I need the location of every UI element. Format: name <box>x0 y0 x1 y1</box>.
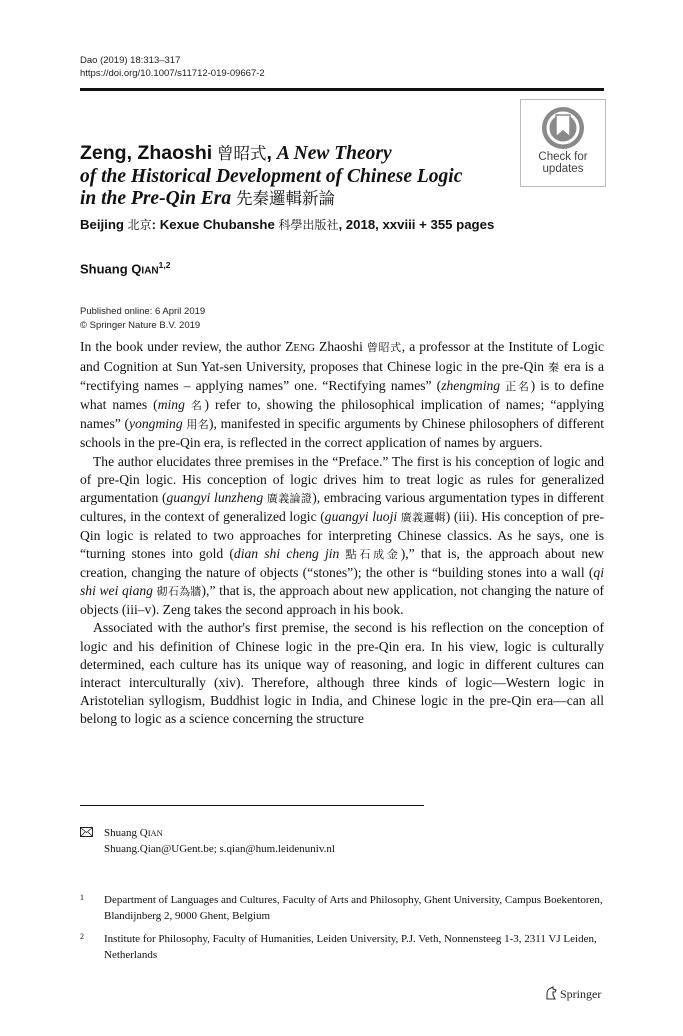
paragraph-3: Associated with the author's first premise, the second is his reflection on the conception of logic and his definition of Chinese logic in the pre-Qin era. In his view, logic is culturally determined, each culture has its unique way of reasoning, and logic in different cultures can interact interculturally (xiv). Therefore, although three kinds of logic—Western logic in Aristotelian syllogism, Buddhist logic in India, and Chinese logic in the pre-Qin era—can all belong to logic as a science concerning the structure <box>80 620 604 726</box>
header-rule <box>80 88 604 91</box>
footnote-rule <box>80 805 424 806</box>
envelope-icon <box>80 827 93 837</box>
pub-publisher: Kexue Chubanshe <box>159 217 275 232</box>
review-title: Zeng, Zhaoshi 曾昭式, A New Theory of the Historical Development of Chinese Logic in the Pre-Qin Era 先秦邏輯新論 <box>80 142 463 209</box>
contact-emails[interactable]: Shuang.Qian@UGent.be; s.qian@hum.leidenuniv.nl <box>104 843 335 855</box>
pub-details: , 2018, xxviii + 355 pages <box>338 217 495 232</box>
pub-publisher-cjk: 科學出版社 <box>278 218 339 232</box>
journal-doi-link[interactable]: https://doi.org/10.1007/s11712-019-09667-2 <box>80 68 265 79</box>
journal-citation: Dao (2019) 18:313–317 <box>80 55 181 66</box>
paragraph-1: In the book under review, the author ZENG Zhaoshi 曾昭式, a professor at the Institute of Logic and Cognition at Sun Yat-sen University, proposes that Chinese logic in the pre-Qin 秦 era is a “rectifying names – applying names” one. “Rectifying names” (zhengming 正名) is to define what names (ming 名) refer to, showing the philosophical implication of names; “applying names” (yongming 用名), manifested in specific arguments by Chinese philosophers of different schools in the pre-Qin era, is reflected in the correct application of names by arguers. <box>80 339 605 451</box>
book-author: Zeng, Zhaoshi <box>80 142 213 164</box>
copyright-notice: © Springer Nature B.V. 2019 <box>80 319 201 331</box>
book-title-line1: A New Theory <box>276 143 392 164</box>
book-title-cjk: 先秦邏輯新論 <box>236 189 336 208</box>
contact-name: Shuang QIAN <box>104 827 163 839</box>
springer-horse-icon <box>544 986 558 1000</box>
review-body <box>80 338 604 728</box>
springer-logo: Springer <box>544 986 601 1002</box>
published-date: Published online: 6 April 2019 <box>80 306 206 317</box>
publication-info <box>80 305 205 332</box>
pub-city: Beijing <box>80 217 124 232</box>
pub-city-cjk: 北京 <box>127 218 152 232</box>
publication-line: Beijing 北京: Kexue Chubanshe 科學出版社, 2018, xxviii + 355 pages <box>80 217 495 232</box>
bookmark-circle-icon <box>541 106 585 150</box>
affiliation-marks: 1,2 <box>158 260 171 270</box>
book-title-line3: in the Pre-Qin Era <box>80 188 232 209</box>
paragraph-2: The author elucidates three premises in the “Preface.” The first is his conception of logic and of pre-Qin logic. His conception of logic drives him to treat logic as rules for generalized argumentation (guangyi lunzheng 廣義論證), embracing various argumentation types in different cultures, in the context of generalized logic (guangyi luoji 廣義邏輯) (iii). His conception of pre-Qin logic is related to two approaches for interpreting Chinese classics. As he says, one is “turning stones into gold (dian shi cheng jin 點石成金),” that is, the approach about new creation, changing the nature of objects (“stones”); the other is “building stones into a wall (qi shi wei qiang 砌石為牆),” that is, the approach about new application, not changing the nature of objects (iii–v). Zeng takes the second approach in his book. <box>80 453 605 618</box>
book-author-cjk: 曾昭式 <box>217 144 267 163</box>
badge-label: Check for updates <box>538 151 588 175</box>
journal-header <box>80 54 265 80</box>
reviewer-name: Shuang QIAN$^{1,2}$ <box>80 260 171 277</box>
check-for-updates-badge[interactable] <box>520 99 606 187</box>
book-title-line2: of the Historical Development of Chinese Logic <box>80 165 463 187</box>
